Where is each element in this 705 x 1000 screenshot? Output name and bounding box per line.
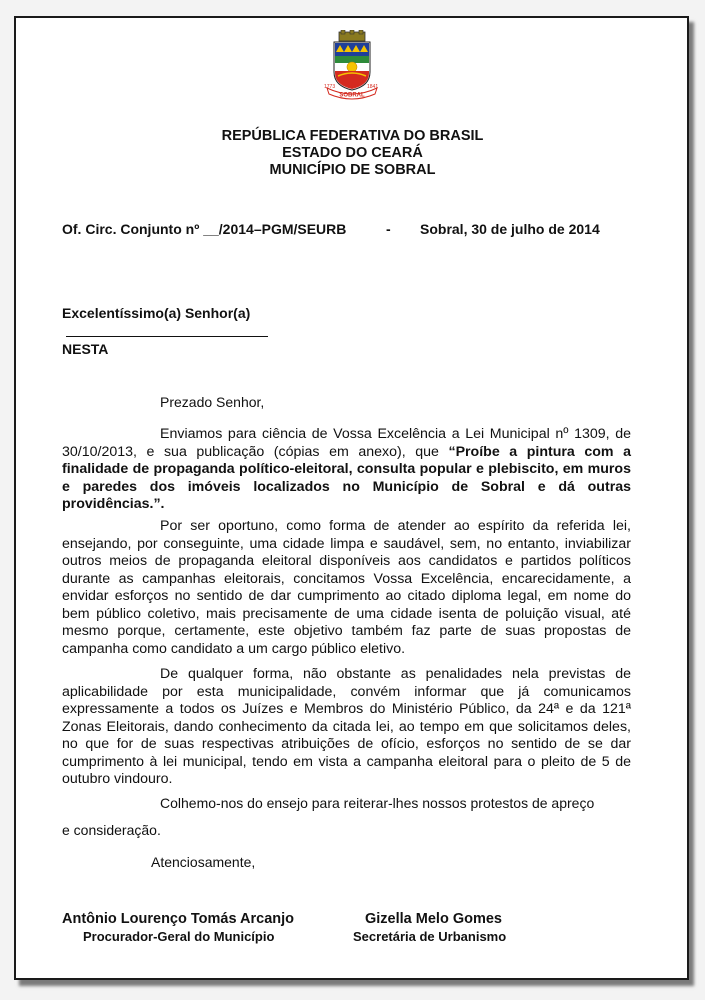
header-state: ESTADO DO CEARÁ [282,145,423,161]
addressee-name-line [66,336,268,337]
paragraph-1 [62,426,631,514]
reference-date: Sobral, 30 de julho de 2014 [420,221,600,237]
addressee-title: Excelentíssimo(a) Senhor(a) [62,305,251,321]
paragraph-4-line-1: Colhemo-nos do ensejo para reiterar-lhes nossos protestos de apreço [160,795,595,811]
closing: Atenciosamente, [151,854,256,870]
header-municipality: MUNICÍPIO DE SOBRAL [269,162,436,178]
signature-2-role: Secretária de Urbanismo [353,929,507,944]
paragraph-3-text: De qualquer forma, não obstante as penalidades nela previstas de aplicabilidade por esta municipalidade, convém informar que já comunicamos expressamente a todos os Juízes e Membros do Ministério Público, da 24ª e da 121ª Zonas Eleitorais, dando conhecimento da citada lei, ao tempo em que solicitamos deles, no que for de suas respectivas atribuições de ofício, esforços no sentido de se dar cumprimento à lei municipal, tendo em vista a campanha eleitoral para o pleito de 5 de outubro vindouro. [62,666,631,787]
header-republic: REPÚBLICA FEDERATIVA DO BRASIL [221,128,484,144]
addressee-location: NESTA [62,341,109,357]
crest-scroll-label: SOBRAL [339,92,365,99]
crest-year-right: 1841 [367,84,379,90]
paragraph-1-text: Enviamos para ciência de Vossa Excelência a Lei Municipal nº 1309, de 30/10/2013, e sua publicação (cópias em anexo), que [62,426,631,460]
crest-crown-icon [339,30,365,41]
crest-year-left: 1773 [324,84,336,90]
signature-2-name: Gizella Melo Gomes [365,911,502,927]
paragraph-2 [62,518,631,658]
sobral-coat-of-arms-icon [322,30,382,102]
signature-1-name: Antônio Lourenço Tomás Arcanjo [62,911,295,927]
reference-separator: - [386,221,391,237]
paragraph-4-line-2: e consideração. [62,822,161,838]
paragraph-1-law-title: “Proíbe a pintura com a finalidade de propaganda político-eleitoral, consulta popular e plebiscito, em muros e paredes dos imóveis localizados no Município de Sobral e dá outras providências.”. [62,443,631,512]
signature-1-role: Procurador-Geral do Município [83,929,275,944]
salutation: Prezado Senhor, [160,394,265,410]
reference-code: Of. Circ. Conjunto nº __/2014–PGM/SEURB [62,221,347,237]
paragraph-2-text: Por ser oportuno, como forma de atender ao espírito da referida lei, ensejando, por conseguinte, uma cidade limpa e saudável, sem, no entanto, inviabilizar outros meios de propaganda eleitoral disponíveis aos candidatos e partidos políticos durante as campanhas eleitorais, concitamos Vossa Excelência, encarecidamente, a envidar esforços no sentido de dar cumprimento ao citado diploma legal, em nome do bem público coletivo, mais precisamente de uma cidade isenta de poluição visual, até mesmo porque, certamente, este objetivo também faz parte de suas propostas de campanha como candidato a um cargo público eletivo. [62,518,631,657]
paragraph-3 [62,666,631,789]
